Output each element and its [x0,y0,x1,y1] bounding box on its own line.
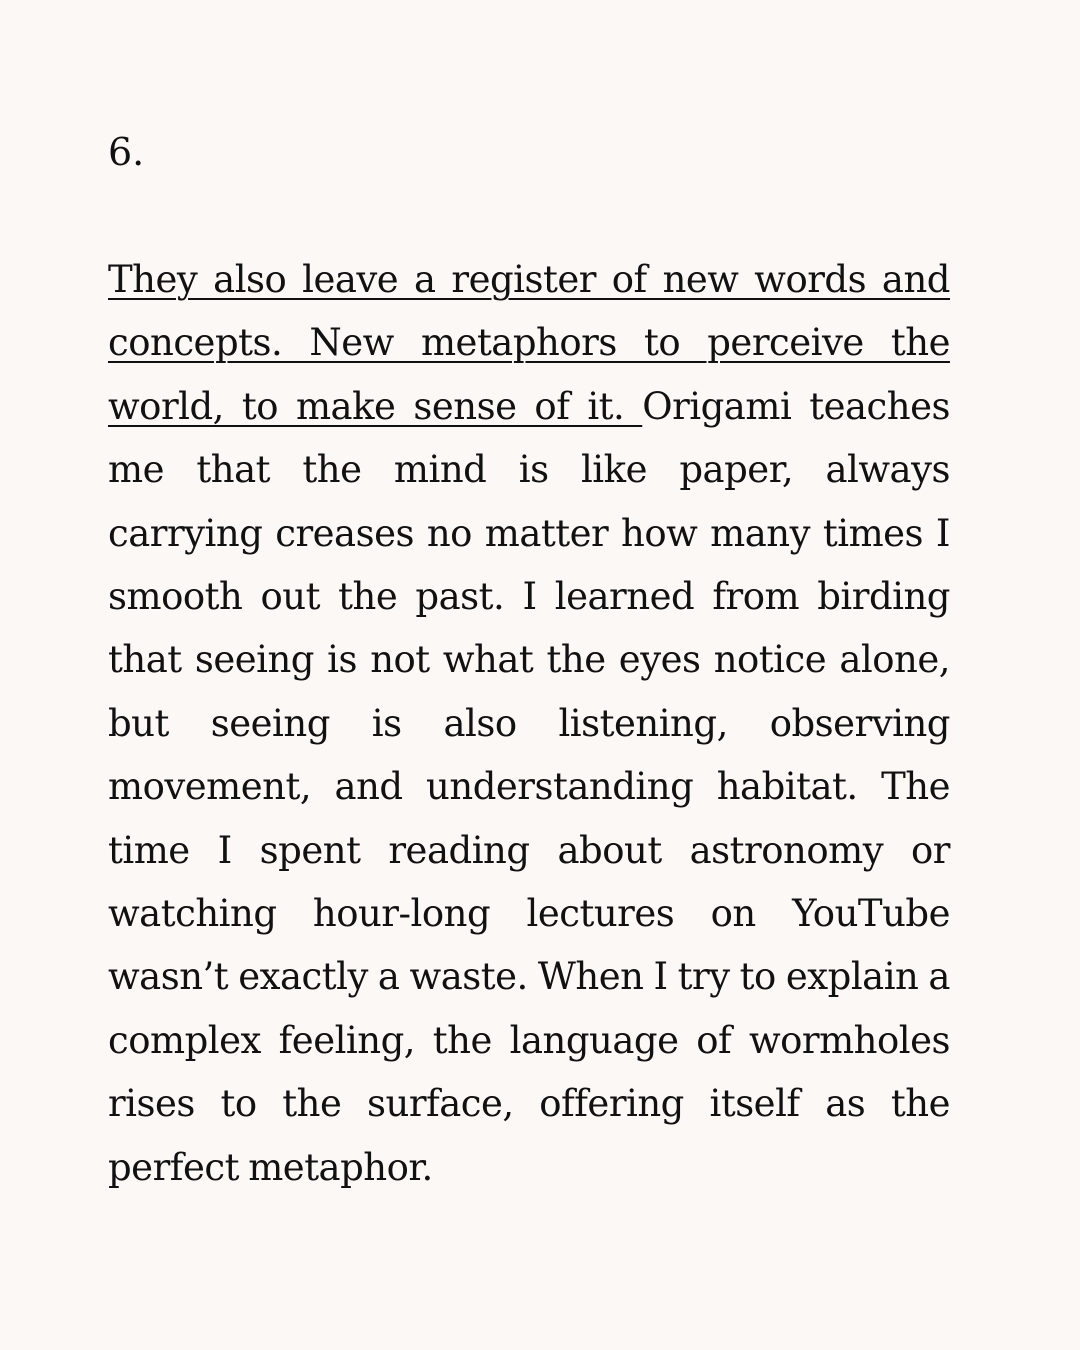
underlined-text: They also leave a register of new words and concepts. New metaphors to perceive the world, to make sense of it. [108,258,950,428]
paragraph-text: Origami teaches me that the mind is like paper, always carrying creases no matter how many times I smooth out the past. I learned from birding that seeing is not what the eyes notice alone, but seeing is also listening, observing movement, and understanding habitat. The time I spent reading about astronomy or watching hour-long lectures on YouTube wasn’t exactly a waste. When I try to explain a complex feeling, the language of wormholes rises to the surface, offering itself as the perfect metaphor. [108,384,950,1189]
section-number: 6. [108,130,145,174]
body-paragraph [108,248,950,1199]
